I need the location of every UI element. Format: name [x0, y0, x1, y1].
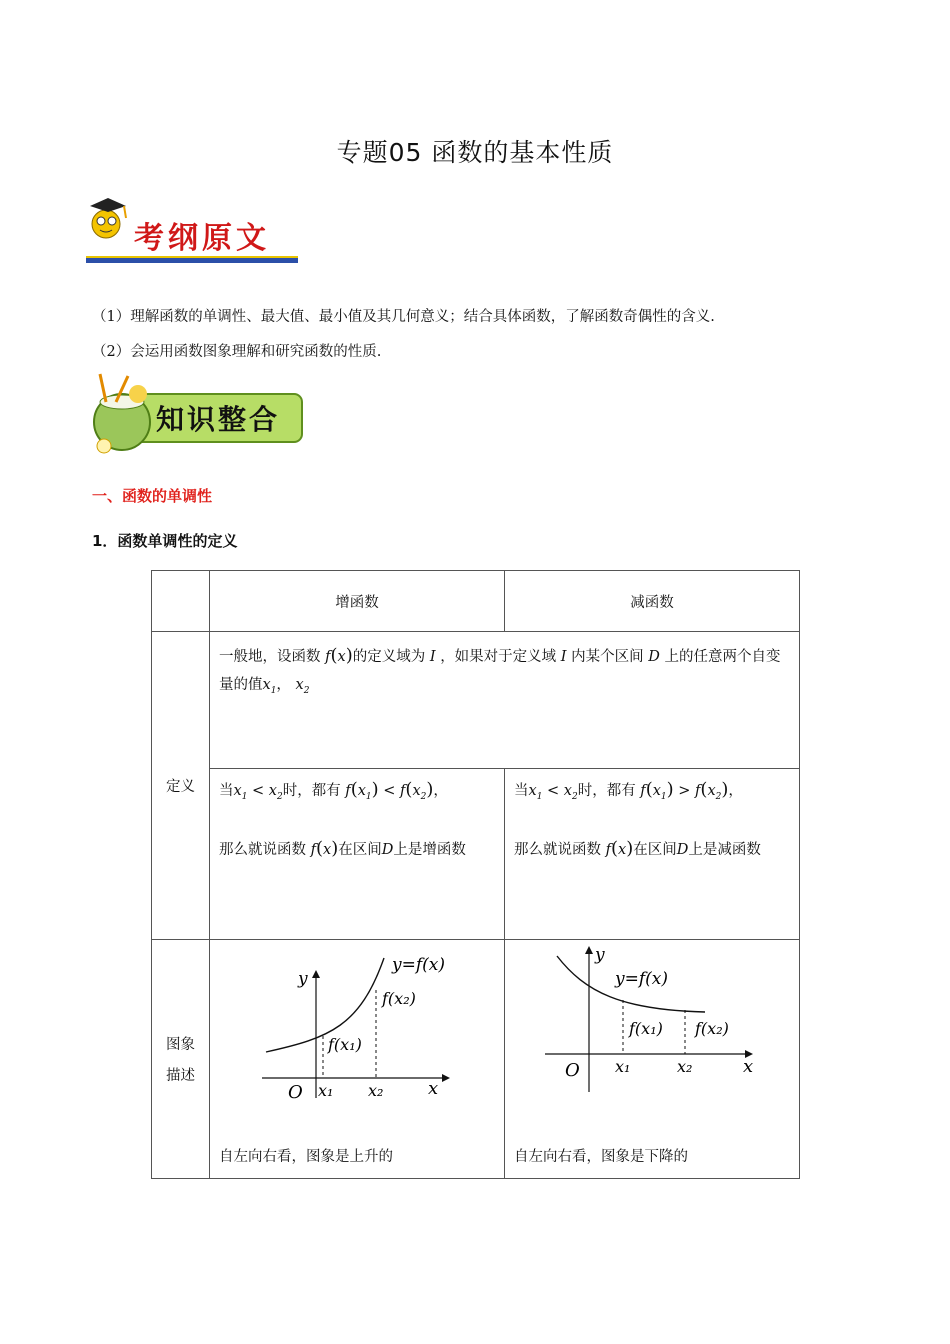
monotonicity-table — [151, 570, 800, 1179]
graph-dec-origin: O — [565, 1060, 580, 1081]
graph-dec-y: y — [595, 945, 605, 965]
graph-inc-fx2: f(x₂) — [382, 989, 416, 1008]
graph-inc-curve: y=f(x) — [392, 955, 445, 975]
decreasing-graph — [505, 940, 800, 1130]
decreasing-graph-cell — [505, 940, 800, 1179]
graph-inc-x: x — [428, 1078, 439, 1099]
banner-1-text: 考纲原文 — [134, 221, 270, 256]
graph-inc-x1: x₁ — [318, 1081, 334, 1100]
graph-dec-x1: x₁ — [615, 1057, 631, 1076]
graph-dec-x2: x₂ — [677, 1057, 693, 1076]
graph-inc-y: y — [298, 969, 308, 989]
definition-decreasing: 当$x_1 < x_2$时，都有 $f(x_1) > f(x_2)$， 那么就说函数 f(x)在区间D上是减函数 — [505, 769, 800, 940]
graph-dec-curve: y=f(x) — [615, 969, 668, 989]
exam-outline-banner — [86, 196, 301, 268]
knowledge-banner — [86, 372, 306, 456]
page-title: 专题05 函数的基本性质 — [336, 138, 614, 167]
graph-inc-fx1: f(x₁) — [328, 1035, 362, 1054]
graph-dec-fx1: f(x₁) — [629, 1019, 663, 1038]
header-decreasing: 减函数 — [505, 571, 800, 632]
subsection-heading: 1．函数单调性的定义 — [92, 532, 238, 550]
graph-dec-x: x — [743, 1056, 754, 1077]
table-corner — [152, 571, 210, 632]
graph-inc-origin: O — [288, 1082, 303, 1103]
graph-dec-fx2: f(x₂) — [695, 1019, 729, 1038]
row-label-graph: 图象 描述 — [152, 940, 210, 1179]
definition-common: 一般地，设函数 f(x)的定义域为 I ，如果对于定义域 I 内某个区间 D 上的任意两个自变量的值$x_1$， $x_2$ — [210, 632, 800, 769]
decreasing-caption: 自左向右看，图象是下降的 — [514, 1149, 688, 1165]
section-heading: 一、函数的单调性 — [92, 487, 213, 505]
header-increasing: 增函数 — [210, 571, 505, 632]
increasing-graph — [210, 940, 505, 1130]
definition-increasing: 当$x_1 < x_2$时，都有 $f(x_1) < f(x_2)$， 那么就说函数 f(x)在区间D上是增函数 — [210, 769, 505, 940]
banner-2-text: 知识整合 — [156, 403, 281, 436]
increasing-graph-cell — [210, 940, 505, 1179]
graph-inc-x2: x₂ — [368, 1081, 384, 1100]
row-label-definition: 定义 — [152, 632, 210, 940]
outline-item-2: （2）会运用函数图象理解和研究函数的性质. — [92, 344, 382, 360]
outline-item-1: （1）理解函数的单调性、最大值、最小值及其几何意义；结合具体函数，了解函数奇偶性的含义. — [92, 309, 715, 325]
increasing-caption: 自左向右看，图象是上升的 — [219, 1149, 393, 1165]
